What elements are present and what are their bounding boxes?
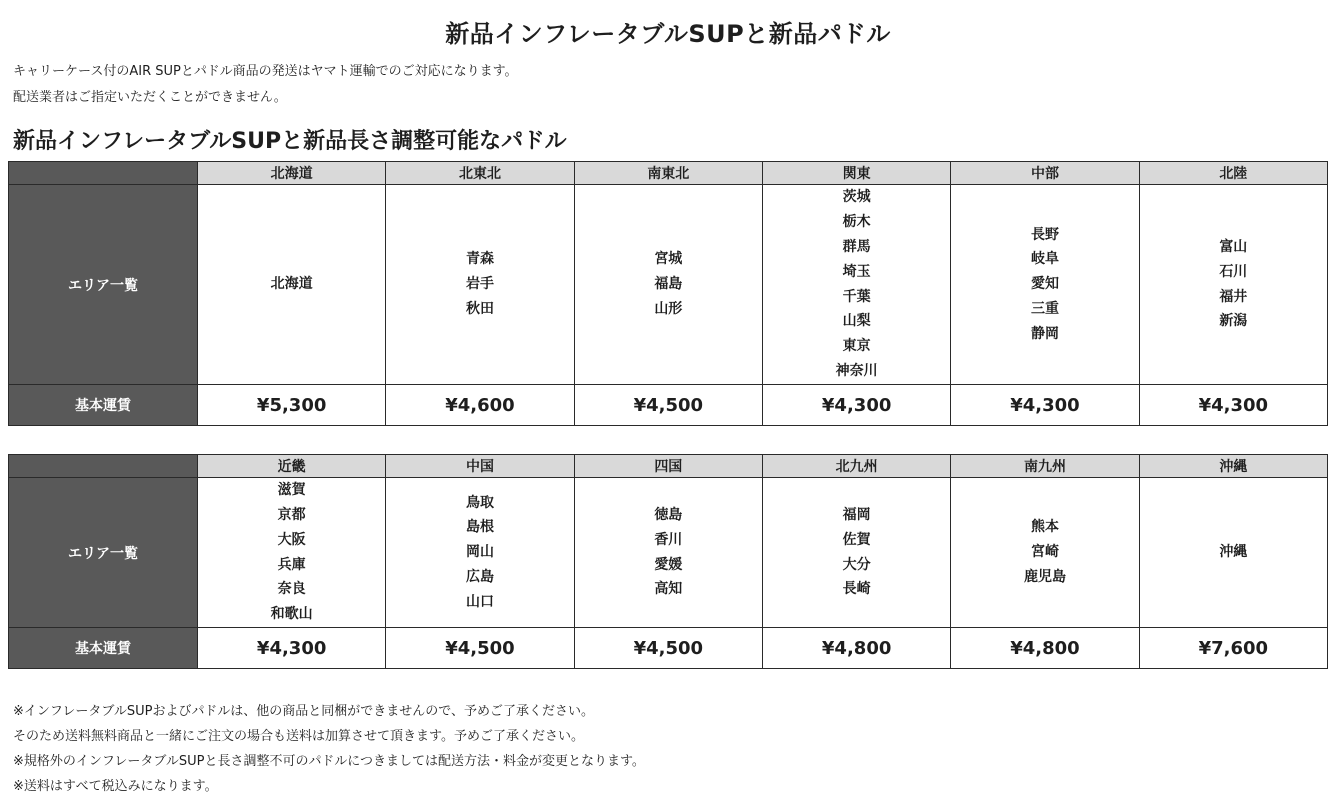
base-fare-row [9,628,1328,669]
prefecture-name: 埼玉 [842,263,871,280]
prefecture-name: 長野 [1030,226,1059,243]
prefecture-name: 北海道 [270,276,313,293]
base-fare-price: ¥5,300 [198,385,386,426]
prefecture-name: 神奈川 [835,362,878,379]
region-header: 北九州 [762,455,950,478]
base-fare-price: ¥4,600 [386,385,574,426]
prefecture-name: 富山 [1219,238,1248,255]
prefecture-name: 鳥取 [465,494,494,511]
base-fare-row [9,385,1328,426]
prefecture-name: 奈良 [277,581,306,598]
prefecture-name: 青森 [465,251,494,268]
shipping-rate-table-2 [8,454,1328,669]
prefecture-name: 宮崎 [1030,544,1059,561]
prefecture-name: 長崎 [842,581,871,598]
prefecture-name: 山梨 [842,313,871,330]
region-header: 中部 [951,162,1139,185]
area-list-label: エリア一覧 [9,478,198,628]
prefecture-name: 徳島 [654,506,683,523]
base-fare-price: ¥4,500 [574,385,762,426]
region-header: 近畿 [198,455,386,478]
prefecture-list [1139,478,1327,628]
prefecture-list [951,478,1139,628]
section-title: 新品インフレータブルSUPと新品長さ調整可能なパドル [13,129,567,154]
region-header: 沖縄 [1139,455,1327,478]
base-fare-label: 基本運賃 [9,385,198,426]
region-header: 南九州 [951,455,1139,478]
intro-shipping-carrier: キャリーケース付のAIR SUPとパドル商品の発送はヤマト運輸でのご対応になります。 [13,64,518,79]
prefecture-list [574,185,762,385]
base-fare-price: ¥4,500 [574,628,762,669]
prefecture-name: 茨城 [842,189,871,206]
prefecture-list [386,478,574,628]
prefecture-name: 福岡 [842,506,871,523]
header-corner [9,162,198,185]
prefecture-name: 東京 [842,338,871,355]
area-list-row [9,185,1328,385]
prefecture-name: 栃木 [842,214,871,231]
prefecture-name: 京都 [277,506,306,523]
note-tax-included: ※送料はすべて税込みになります。 [13,779,218,794]
region-header: 四国 [574,455,762,478]
base-fare-label: 基本運賃 [9,628,198,669]
region-header: 中国 [386,455,574,478]
prefecture-list [574,478,762,628]
base-fare-price: ¥4,300 [951,385,1139,426]
prefecture-name: 愛媛 [654,556,683,573]
base-fare-price: ¥4,800 [762,628,950,669]
prefecture-list [762,185,950,385]
area-list-label: エリア一覧 [9,185,198,385]
prefecture-name: 和歌山 [270,606,313,623]
prefecture-name: 秋田 [465,300,494,317]
note-shipping-added: そのため送料無料商品と一緒にご注文の場合も送料は加算させて頂きます。予めご了承ください。 [13,729,584,744]
prefecture-name: 山口 [465,593,494,610]
prefecture-name: 石川 [1219,263,1248,280]
base-fare-price: ¥4,300 [762,385,950,426]
prefecture-name: 三重 [1030,300,1059,317]
region-header: 関東 [762,162,950,185]
region-header-row [9,455,1328,478]
region-header: 北陸 [1139,162,1327,185]
prefecture-name: 岩手 [465,276,494,293]
note-nonstandard-items: ※規格外のインフレータブルSUPと長さ調整不可のパドルにつきましては配送方法・料金が変更となります。 [13,754,645,769]
region-header: 北東北 [386,162,574,185]
prefecture-name: 静岡 [1030,325,1059,342]
prefecture-name: 高知 [654,581,683,598]
prefecture-name: 新潟 [1219,313,1248,330]
prefecture-name: 山形 [654,300,683,317]
base-fare-price: ¥4,800 [951,628,1139,669]
prefecture-name: 広島 [465,568,494,585]
prefecture-name: 群馬 [842,238,871,255]
prefecture-name: 沖縄 [1219,544,1248,561]
prefecture-name: 兵庫 [277,556,306,573]
prefecture-list [762,478,950,628]
region-header: 北海道 [198,162,386,185]
prefecture-list [1139,185,1327,385]
region-header-row [9,162,1328,185]
region-header: 南東北 [574,162,762,185]
prefecture-list [951,185,1139,385]
prefecture-name: 滋賀 [277,482,306,499]
prefecture-name: 鹿児島 [1023,568,1066,585]
prefecture-list [198,185,386,385]
prefecture-name: 福島 [654,276,683,293]
prefecture-name: 千葉 [842,288,871,305]
prefecture-name: 宮城 [654,251,683,268]
base-fare-price: ¥4,300 [1139,385,1327,426]
base-fare-price: ¥4,500 [386,628,574,669]
note-no-bundling: ※インフレータブルSUPおよびパドルは、他の商品と同梱ができませんので、予めご了承ください。 [13,704,594,719]
prefecture-list [198,478,386,628]
area-list-row [9,478,1328,628]
prefecture-name: 愛知 [1030,276,1059,293]
base-fare-price: ¥7,600 [1139,628,1327,669]
prefecture-name: 香川 [654,531,683,548]
prefecture-name: 岡山 [465,544,494,561]
prefecture-name: 大阪 [277,531,306,548]
intro-no-carrier-choice: 配送業者はご指定いただくことができません。 [13,90,287,105]
prefecture-name: 大分 [842,556,871,573]
prefecture-name: 岐阜 [1030,251,1059,268]
page-title: 新品インフレータブルSUPと新品パドル [445,20,891,48]
prefecture-name: 佐賀 [842,531,871,548]
shipping-rate-table-1 [8,161,1328,426]
prefecture-list [386,185,574,385]
base-fare-price: ¥4,300 [198,628,386,669]
prefecture-name: 島根 [465,519,494,536]
header-corner [9,455,198,478]
prefecture-name: 福井 [1219,288,1248,305]
prefecture-name: 熊本 [1030,519,1059,536]
